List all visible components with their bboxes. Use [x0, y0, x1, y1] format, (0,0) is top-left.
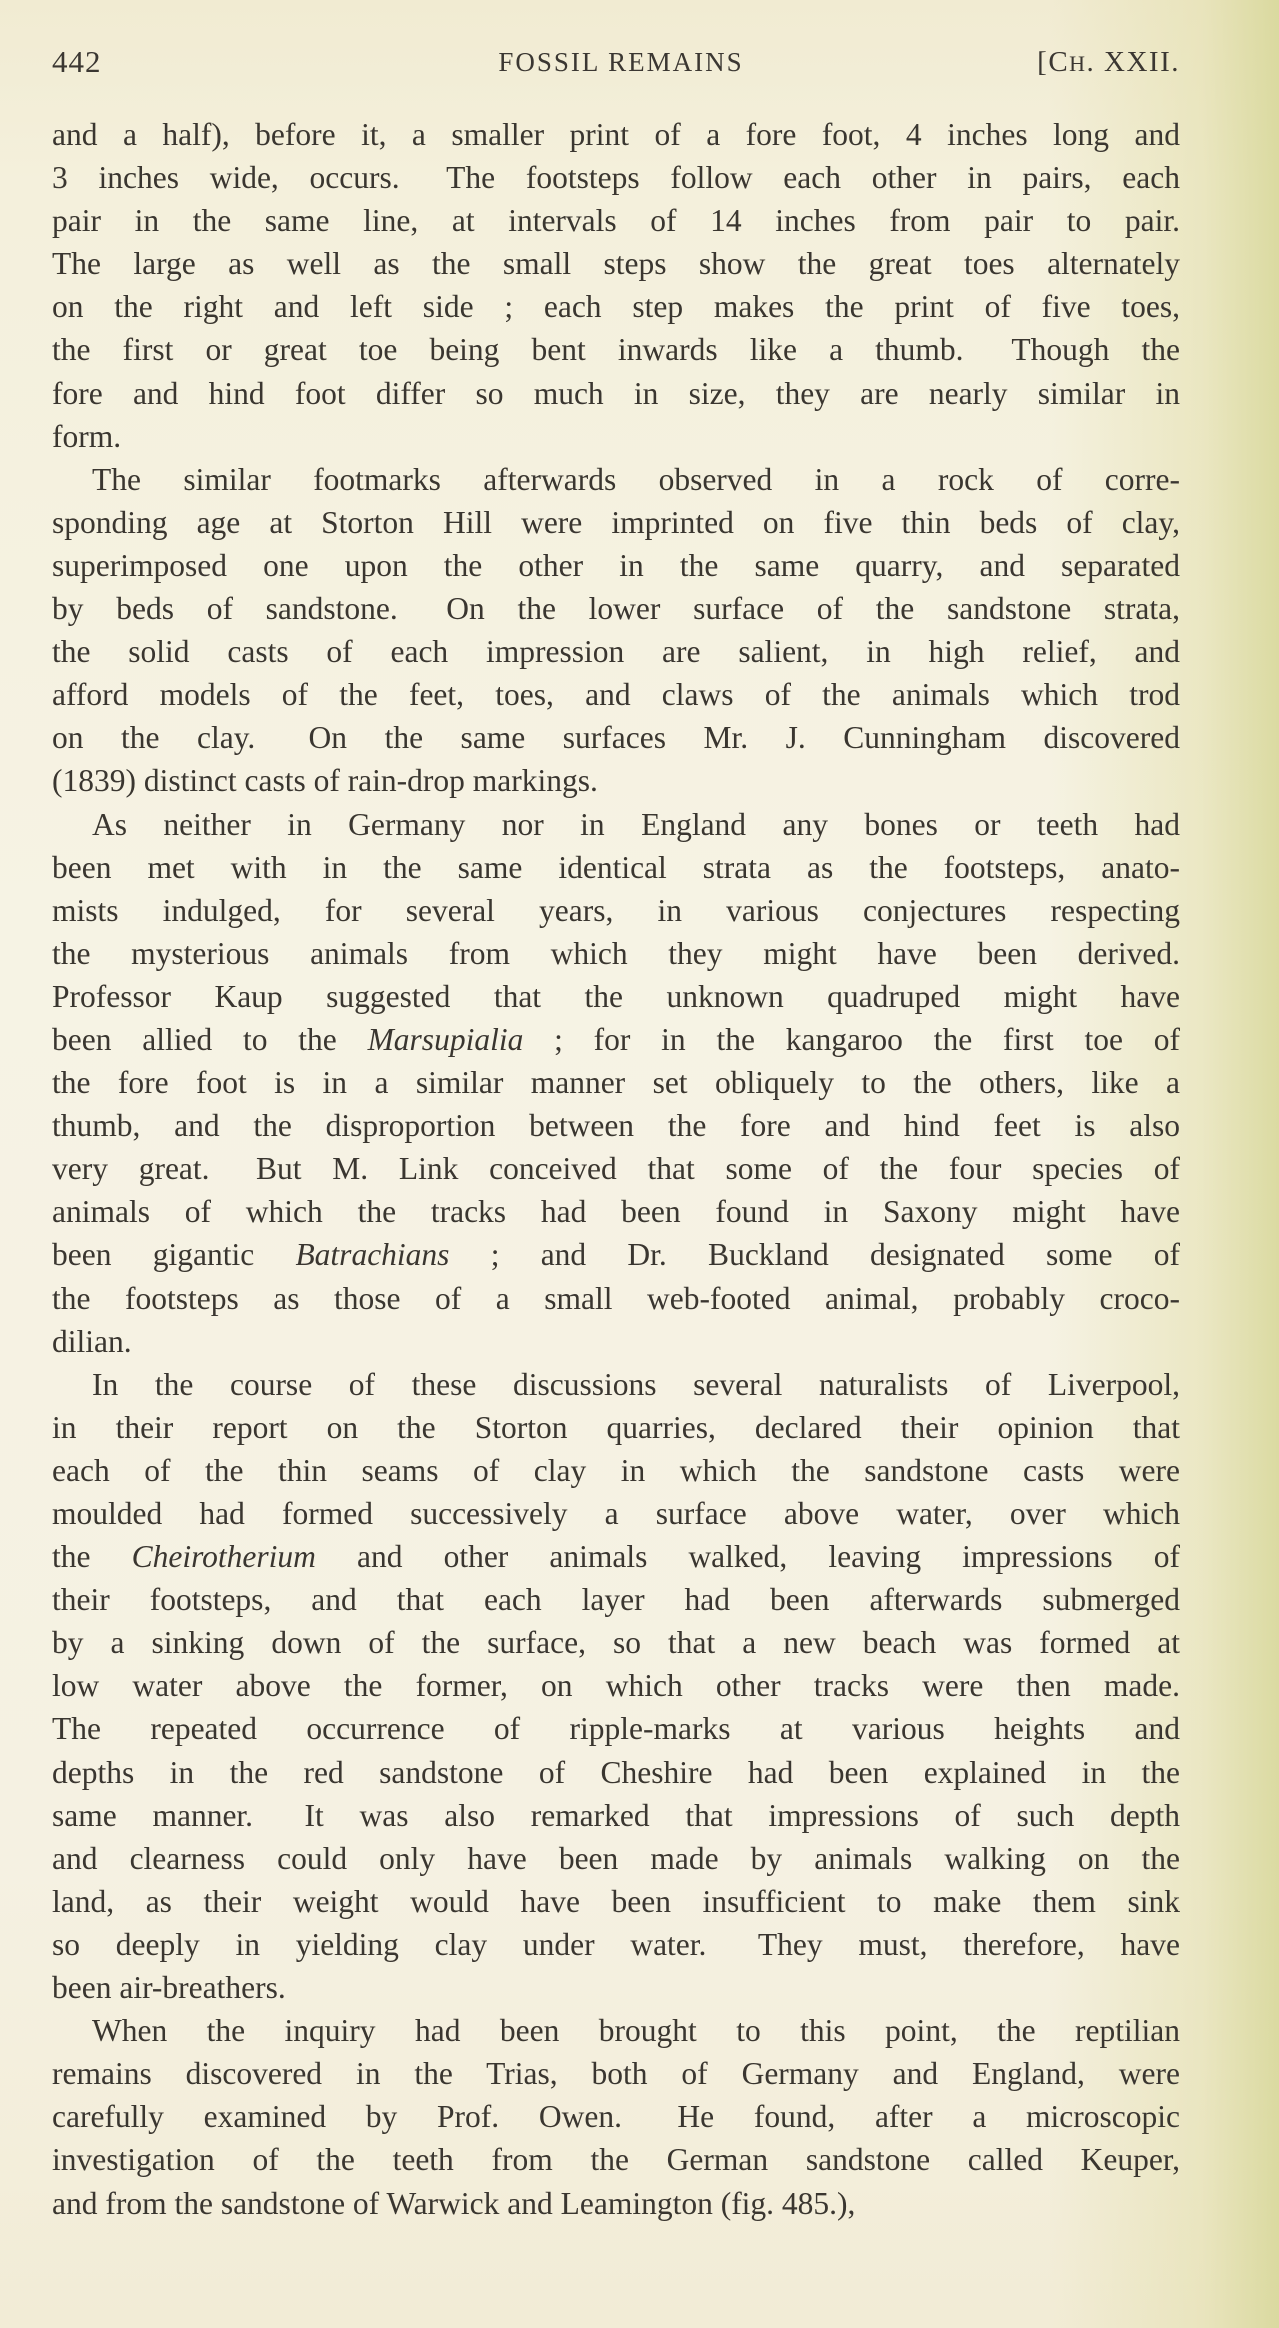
- italic-term: Cheirotherium: [131, 1539, 316, 1575]
- body-text: [52, 113, 1180, 2225]
- text-line: pair in the same line, at intervals of 14 inches from pair to pair.: [52, 203, 1180, 239]
- chapter-prefix: [C: [1037, 46, 1070, 78]
- text-line: on the right and left side ; each step makes the print of five toes,: [52, 289, 1180, 325]
- text-line: very great. But M. Link conceived that some of the four species of: [52, 1151, 1180, 1187]
- text-line: dilian.: [52, 1323, 132, 1359]
- running-head: [52, 40, 1180, 84]
- text-line: and a half), before it, a smaller print of a fore foot, 4 inches long and: [52, 117, 1180, 152]
- text-line: moulded had formed successively a surface above water, over which: [52, 1496, 1180, 1531]
- page-number: 442: [52, 44, 102, 79]
- text-line: been met with in the same identical strata as the footsteps, anato-: [52, 849, 1180, 885]
- text-line: afford models of the feet, toes, and claws of the animals which trod: [52, 677, 1180, 713]
- text-line: in their report on the Storton quarries, declared their opinion that: [52, 1409, 1180, 1445]
- text-line: form.: [52, 418, 122, 454]
- text-line: Professor Kaup suggested that the unknown quadruped might have: [52, 978, 1180, 1014]
- text-line: been allied to the Marsupialia ; for in the kangaroo the first toe of: [52, 1021, 1180, 1057]
- text-line: their footsteps, and that each layer had been afterwards submerged: [52, 1582, 1180, 1618]
- text-line: the solid casts of each impression are salient, in high relief, and: [52, 634, 1180, 670]
- text-line: the footsteps as those of a small web-footed animal, probably croco-: [52, 1280, 1180, 1316]
- italic-term: Batrachians: [295, 1237, 450, 1273]
- paragraph: [52, 458, 1180, 803]
- text-line: depths in the red sandstone of Cheshire had been explained in the: [52, 1754, 1180, 1790]
- text-line: The similar footmarks afterwards observed in a rock of corre-: [92, 461, 1180, 497]
- text-line: investigation of the teeth from the German sandstone called Keuper,: [52, 2142, 1180, 2178]
- text-line: fore and hind foot differ so much in size, they are nearly similar in: [52, 375, 1180, 411]
- text-line: In the course of these discussions several naturalists of Liverpool,: [92, 1366, 1180, 1402]
- text-line: When the inquiry had been brought to this point, the reptilian: [92, 2013, 1180, 2049]
- text-line: superimposed one upon the other in the same quarry, and separated: [52, 547, 1180, 583]
- text-line: on the clay. On the same surfaces Mr. J. Cunningham discovered: [52, 720, 1180, 756]
- text-line: and clearness could only have been made by animals walking on the: [52, 1840, 1180, 1876]
- text-line: carefully examined by Prof. Owen. He found, after a microscopic: [52, 2099, 1180, 2135]
- text-line: been gigantic Batrachians ; and Dr. Buckland designated some of: [52, 1237, 1180, 1273]
- text-line: and from the sandstone of Warwick and Leamington (fig. 485.),: [52, 2185, 856, 2221]
- text-line: by a sinking down of the surface, so that a new beach was formed at: [52, 1625, 1180, 1661]
- text-line: by beds of sandstone. On the lower surface of the sandstone strata,: [52, 591, 1180, 627]
- text-line: the first or great toe being bent inwards like a thumb. Though the: [52, 332, 1180, 368]
- text-line: thumb, and the disproportion between the fore and hind feet is also: [52, 1108, 1180, 1144]
- italic-term: Marsupialia: [367, 1021, 524, 1057]
- text-line: the fore foot is in a similar manner set obliquely to the others, like a: [52, 1065, 1180, 1101]
- text-line: As neither in Germany nor in England any bones or teeth had: [92, 806, 1180, 842]
- text-line: remains discovered in the Trias, both of Germany and England, were: [52, 2056, 1180, 2092]
- text-line: land, as their weight would have been insufficient to make them sink: [52, 1883, 1180, 1919]
- text-line: the Cheirotherium and other animals walked, leaving impressions of: [52, 1539, 1180, 1575]
- text-line: The large as well as the small steps show the great toes alternately: [52, 246, 1180, 282]
- text-line: animals of which the tracks had been found in Saxony might have: [52, 1194, 1180, 1230]
- paragraph: [52, 1363, 1180, 2009]
- text-line: The repeated occurrence of ripple-marks at various heights and: [52, 1711, 1180, 1747]
- text-line: so deeply in yielding clay under water. They must, therefore, have: [52, 1926, 1180, 1962]
- text-line: same manner. It was also remarked that impressions of such depth: [52, 1797, 1180, 1833]
- text-line: mists indulged, for several years, in various conjectures respecting: [52, 892, 1180, 928]
- paragraph: [52, 113, 1180, 458]
- paragraph: [52, 2009, 1180, 2224]
- text-line: (1839) distinct casts of rain-drop markings.: [52, 763, 598, 799]
- text-line: each of the thin seams of clay in which the sandstone casts were: [52, 1452, 1180, 1488]
- paragraph: [52, 803, 1180, 1363]
- text-line: 3 inches wide, occurs. The footsteps follow each other in pairs, each: [52, 160, 1180, 196]
- chapter-prefix-small-caps: H: [1069, 51, 1087, 76]
- text-line: low water above the former, on which other tracks were then made.: [52, 1668, 1180, 1704]
- text-line: been air-breathers.: [52, 1970, 286, 2006]
- text-line: sponding age at Storton Hill were imprinted on five thin beds of clay,: [52, 504, 1180, 540]
- running-title: FOSSIL REMAINS: [498, 47, 744, 77]
- text-line: the mysterious animals from which they might have been derived.: [52, 935, 1180, 971]
- chapter-reference: [1037, 40, 1180, 86]
- chapter-number: . XXII.: [1086, 46, 1180, 78]
